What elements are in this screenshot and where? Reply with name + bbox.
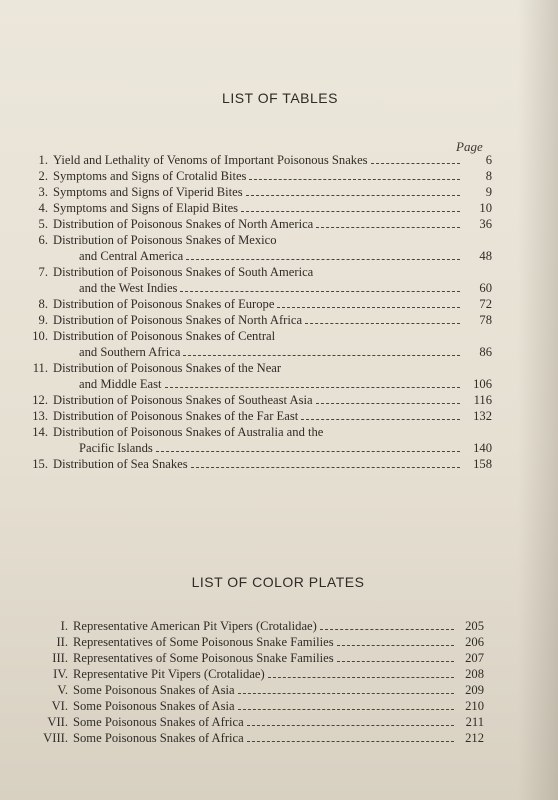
entry-title-continued: and Middle East [79, 377, 162, 391]
entry-title: Representatives of Some Poisonous Snake Families [73, 635, 334, 649]
dot-leader [191, 467, 460, 468]
plate-entry-1[interactable] [14, 618, 484, 634]
table-entry-6[interactable] [14, 232, 492, 264]
plate-entry-2[interactable] [14, 634, 484, 650]
dot-leader [371, 163, 460, 164]
entry-title-continued: and Southern Africa [79, 345, 181, 359]
table-entry-13[interactable] [14, 408, 492, 424]
entry-page: 86 [479, 345, 492, 359]
entry-page: 72 [479, 297, 492, 311]
dot-leader [186, 259, 460, 260]
table-entry-2[interactable] [14, 168, 492, 184]
dot-leader [268, 677, 454, 678]
dot-leader [165, 387, 460, 388]
dot-leader [249, 179, 460, 180]
entry-page: 205 [465, 619, 484, 633]
entry-title: Distribution of Poisonous Snakes of Southeast Asia [53, 393, 313, 407]
entry-page: 140 [473, 441, 492, 455]
entry-number: 4. [38, 201, 48, 215]
table-entry-14[interactable] [14, 424, 492, 456]
dot-leader [316, 403, 460, 404]
table-entry-4[interactable] [14, 200, 492, 216]
entry-title: Yield and Lethality of Venoms of Important Poisonous Snakes [53, 153, 368, 167]
plate-entry-3[interactable] [14, 650, 484, 666]
dot-leader [238, 693, 454, 694]
entry-number: 2. [38, 169, 48, 183]
dot-leader [247, 725, 454, 726]
table-entry-7[interactable] [14, 264, 492, 296]
entry-number: 6. [38, 233, 48, 247]
list-of-tables-heading: LIST OF TABLES [222, 90, 338, 106]
plate-entry-4[interactable] [14, 666, 484, 682]
entry-title: Distribution of Poisonous Snakes of South America [53, 265, 314, 279]
entry-title: Distribution of Poisonous Snakes of North Africa [53, 313, 303, 327]
dot-leader [246, 195, 460, 196]
entry-title: Symptoms and Signs of Viperid Bites [53, 185, 243, 199]
entry-number: 5. [38, 217, 48, 231]
entry-page: 48 [479, 249, 492, 263]
entry-page: 106 [473, 377, 492, 391]
tables-list [14, 152, 492, 472]
table-entry-11[interactable] [14, 360, 492, 392]
entry-title: Representative American Pit Vipers (Crotalidae) [73, 619, 317, 633]
entry-number: 7. [38, 265, 48, 279]
table-entry-3[interactable] [14, 184, 492, 200]
entry-title: Distribution of Poisonous Snakes of the Near [53, 361, 282, 375]
entry-page: 211 [465, 715, 484, 729]
entry-number: 1. [38, 153, 48, 167]
entry-page: 132 [473, 409, 492, 423]
entry-title: Symptoms and Signs of Elapid Bites [53, 201, 239, 215]
table-entry-15[interactable] [14, 456, 492, 472]
entry-page: 116 [473, 393, 492, 407]
dot-leader [238, 709, 454, 710]
entry-number: VIII. [43, 731, 68, 745]
table-entry-1[interactable] [14, 152, 492, 168]
page-column-label: Page [456, 139, 483, 154]
dot-leader [156, 451, 460, 452]
entry-number: 12. [32, 393, 48, 407]
entry-page: 9 [485, 185, 492, 199]
entry-number: III. [52, 651, 68, 665]
plate-entry-5[interactable] [14, 682, 484, 698]
entry-number: V. [57, 683, 68, 697]
entry-number: 15. [32, 457, 48, 471]
dot-leader [320, 629, 454, 630]
entry-title-continued: and the West Indies [79, 281, 178, 295]
entry-title-continued: and Central America [79, 249, 184, 263]
entry-title: Distribution of Poisonous Snakes of Australia and the [53, 425, 324, 439]
entry-title: Distribution of Poisonous Snakes of North America [53, 217, 314, 231]
entry-page: 6 [485, 153, 492, 167]
entry-title: Representatives of Some Poisonous Snake Families [73, 651, 334, 665]
entry-page: 207 [465, 651, 484, 665]
plate-entry-8[interactable] [14, 730, 484, 746]
entry-title: Distribution of Poisonous Snakes of Europe [53, 297, 275, 311]
entry-title: Distribution of Sea Snakes [53, 457, 188, 471]
entry-page: 210 [465, 699, 484, 713]
entry-page: 36 [479, 217, 492, 231]
entry-number: 8. [38, 297, 48, 311]
entry-number: IV. [53, 667, 68, 681]
entry-title: Distribution of Poisonous Snakes of the Far East [53, 409, 299, 423]
entry-page: 10 [479, 201, 492, 215]
entry-title: Some Poisonous Snakes of Asia [73, 699, 235, 713]
dot-leader [301, 419, 460, 420]
entry-number: 10. [32, 329, 48, 343]
entry-page: 78 [479, 313, 492, 327]
entry-title: Some Poisonous Snakes of Africa [73, 715, 244, 729]
table-entry-10[interactable] [14, 328, 492, 360]
entry-number: II. [56, 635, 68, 649]
dot-leader [316, 227, 460, 228]
dot-leader [183, 355, 460, 356]
plate-entry-6[interactable] [14, 698, 484, 714]
entry-title: Distribution of Poisonous Snakes of Central [53, 329, 276, 343]
dot-leader [277, 307, 460, 308]
entry-page: 209 [465, 683, 484, 697]
table-entry-9[interactable] [14, 312, 492, 328]
entry-page: 208 [465, 667, 484, 681]
entry-title: Symptoms and Signs of Crotalid Bites [53, 169, 247, 183]
entry-title: Distribution of Poisonous Snakes of Mexico [53, 233, 277, 247]
entry-page: 8 [485, 169, 492, 183]
entry-title-continued: Pacific Islands [79, 441, 153, 455]
table-entry-12[interactable] [14, 392, 492, 408]
table-entry-5[interactable] [14, 216, 492, 232]
page-shadow [518, 0, 558, 800]
entry-page: 60 [479, 281, 492, 295]
entry-title: Representative Pit Vipers (Crotalidae) [73, 667, 265, 681]
entry-title: Some Poisonous Snakes of Asia [73, 683, 235, 697]
plate-entry-7[interactable] [14, 714, 484, 730]
dot-leader [337, 661, 454, 662]
entry-title: Some Poisonous Snakes of Africa [73, 731, 244, 745]
entry-number: 13. [32, 409, 48, 423]
entry-number: VII. [47, 715, 68, 729]
entry-page: 206 [465, 635, 484, 649]
table-entry-8[interactable] [14, 296, 492, 312]
entry-number: 9. [38, 313, 48, 327]
entry-number: VI. [51, 699, 68, 713]
dot-leader [247, 741, 454, 742]
dot-leader [305, 323, 460, 324]
entry-page: 158 [473, 457, 492, 471]
entry-page: 212 [465, 731, 484, 745]
dot-leader [180, 291, 460, 292]
entry-number: 14. [32, 425, 48, 439]
dot-leader [337, 645, 454, 646]
entry-number: I. [60, 619, 68, 633]
dot-leader [241, 211, 460, 212]
list-of-color-plates-heading: LIST OF COLOR PLATES [191, 574, 365, 590]
plates-list [14, 618, 484, 746]
entry-number: 3. [38, 185, 48, 199]
entry-number: 11. [32, 361, 48, 375]
